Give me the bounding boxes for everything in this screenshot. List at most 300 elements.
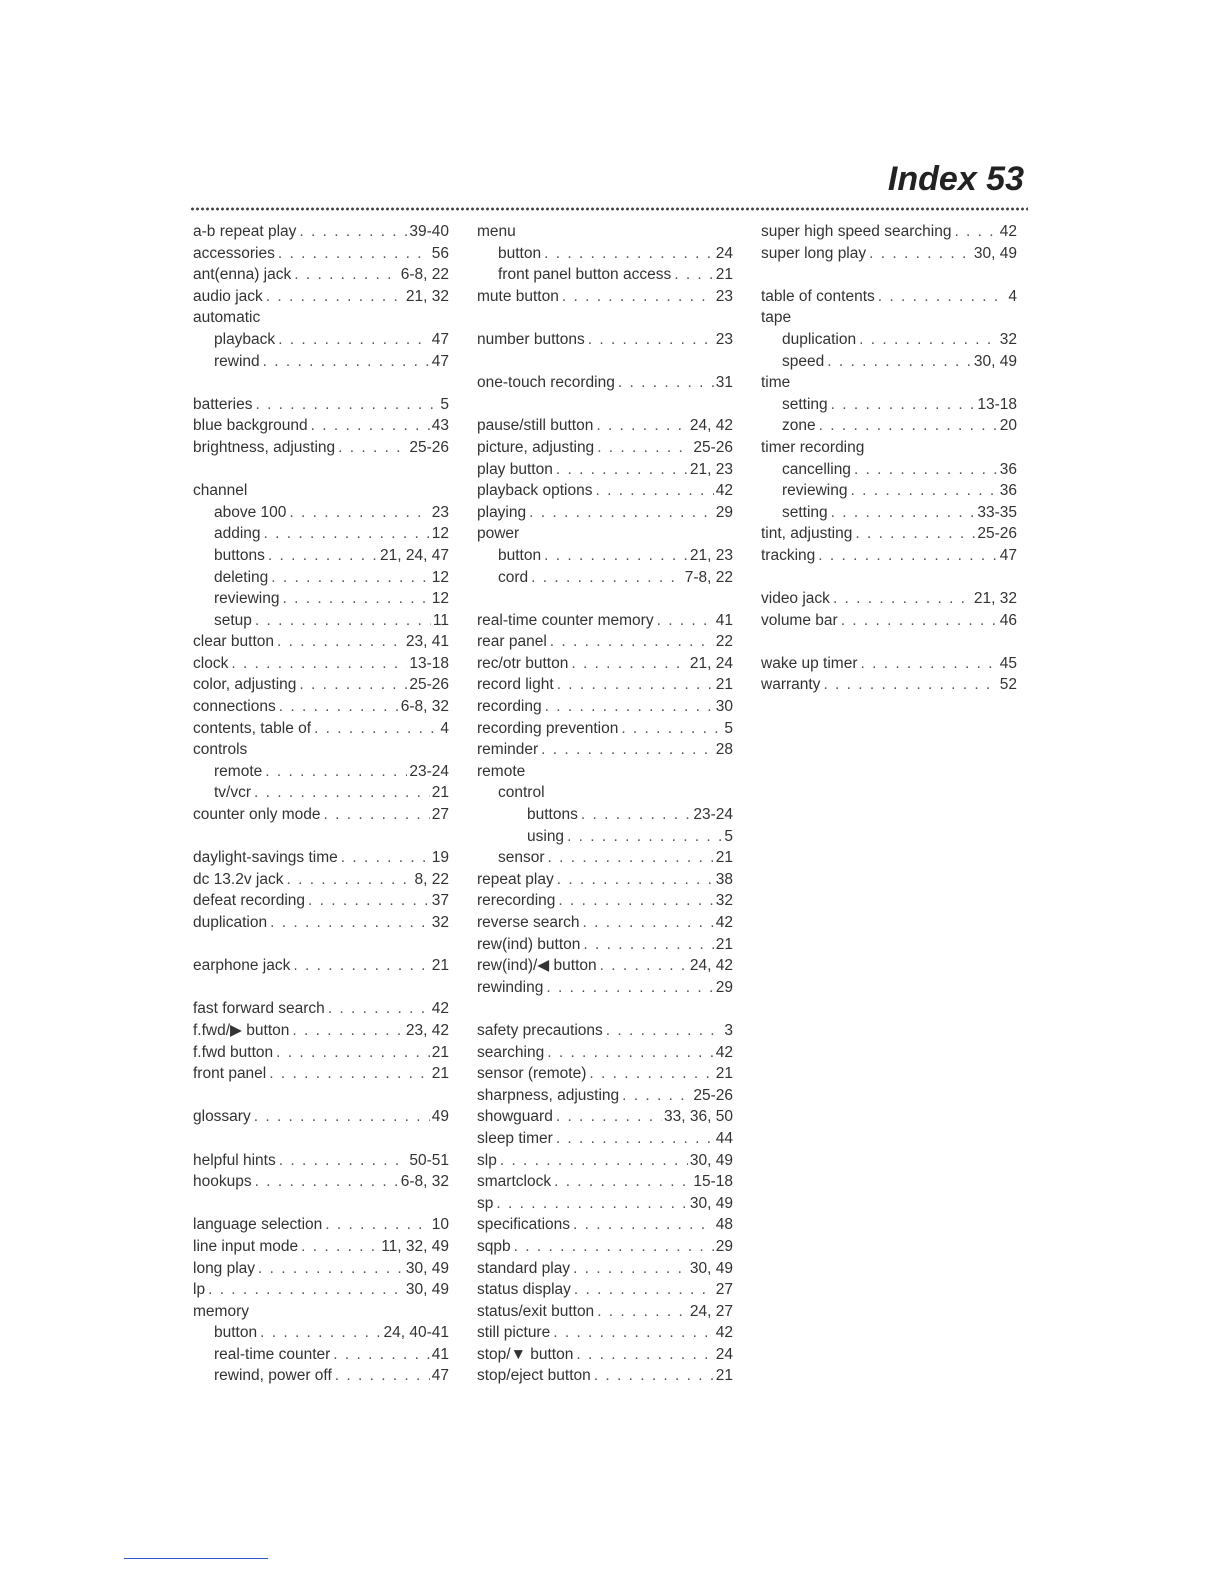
index-term: sleep timer	[477, 1129, 553, 1147]
dot-leader	[231, 653, 407, 675]
index-term: zone	[782, 417, 816, 435]
index-column-1	[193, 221, 449, 1387]
dot-leader	[255, 610, 431, 632]
dot-leader	[556, 1128, 714, 1150]
page-reference: 6-8, 32	[400, 1173, 449, 1191]
index-term: duplication	[782, 330, 857, 348]
index-spacer	[477, 998, 733, 1020]
index-entry	[761, 221, 1017, 243]
page-reference: 11, 32, 49	[381, 1237, 449, 1255]
index-term: volume bar	[761, 611, 838, 629]
page-reference: 23, 42	[405, 1021, 449, 1039]
index-column-2	[477, 221, 733, 1387]
dot-leader	[621, 718, 722, 740]
index-entry	[477, 1063, 733, 1085]
page-reference: 31	[715, 374, 733, 392]
index-subentry	[477, 243, 733, 265]
page-reference: 21, 32	[973, 590, 1017, 608]
index-subentry	[193, 351, 449, 373]
index-term: standard play	[477, 1259, 571, 1277]
index-entry	[193, 286, 449, 308]
dot-leader	[333, 1344, 429, 1366]
page-reference: 42	[999, 223, 1017, 240]
page-reference: 39-40	[409, 223, 449, 240]
index-term: duplication	[193, 914, 268, 931]
index-term: counter only mode	[193, 806, 321, 824]
index-entry	[477, 610, 733, 632]
index-subentry	[193, 610, 449, 632]
page-reference: 21, 23	[689, 546, 733, 564]
index-entry	[477, 329, 733, 351]
dot-leader	[301, 1236, 379, 1258]
dot-leader	[573, 1214, 714, 1236]
index-entry	[761, 653, 1017, 675]
index-term: reverse search	[477, 914, 580, 931]
index-entry	[193, 847, 449, 869]
page-reference: 33, 36, 50	[664, 1108, 733, 1126]
index-term: super high speed searching	[761, 223, 952, 240]
dot-leader	[850, 480, 997, 502]
page-reference: 12	[431, 525, 449, 543]
index-term: deleting	[214, 568, 269, 586]
dot-leader	[271, 567, 429, 589]
index-term: button	[498, 546, 542, 564]
index-column-3	[761, 221, 1017, 696]
page-reference: 42	[715, 1324, 733, 1342]
index-spacer	[193, 372, 449, 394]
index-entry	[477, 912, 733, 934]
index-entry	[477, 653, 733, 675]
dot-leader	[276, 1042, 430, 1064]
index-term: contents, table of	[193, 719, 312, 737]
dot-leader	[311, 415, 430, 437]
index-term: a-b repeat play	[193, 223, 297, 240]
index-term: real-time counter	[214, 1345, 331, 1363]
page-reference: 21, 23	[689, 460, 733, 478]
dot-leader	[314, 718, 438, 740]
page-reference: 30, 49	[689, 1151, 733, 1169]
index-term: tracking	[761, 546, 816, 564]
index-entry	[477, 221, 733, 243]
index-term: memory	[193, 1302, 249, 1320]
dot-leader	[299, 674, 407, 696]
page-reference: 21, 24	[689, 654, 733, 672]
index-entry	[193, 1063, 449, 1085]
index-term: earphone jack	[193, 957, 291, 975]
index-entry	[477, 459, 733, 481]
dot-leader	[529, 502, 714, 524]
dot-leader	[573, 1258, 688, 1280]
dot-leader	[819, 415, 998, 437]
index-term: status/exit button	[477, 1302, 595, 1320]
index-term: using	[527, 827, 565, 845]
dot-leader	[859, 329, 998, 351]
index-subentry	[761, 480, 1017, 502]
index-term: automatic	[193, 309, 261, 327]
page-reference: 25-26	[977, 525, 1017, 543]
page-reference: 30, 49	[689, 1194, 733, 1212]
dot-leader	[827, 351, 972, 373]
dot-leader	[554, 1171, 691, 1193]
index-entry	[477, 1365, 733, 1387]
index-term: sensor (remote)	[477, 1065, 587, 1083]
dot-leader	[657, 610, 714, 632]
index-subentry	[477, 804, 733, 826]
page-reference: 41	[715, 611, 733, 629]
index-entry	[193, 480, 449, 502]
page-reference: 21	[715, 935, 733, 953]
index-term: dc 13.2v jack	[193, 870, 284, 888]
index-entry	[761, 545, 1017, 567]
index-term: reminder	[477, 741, 539, 759]
index-term: cancelling	[782, 460, 851, 478]
index-term: adding	[214, 525, 261, 543]
page-reference: 38	[715, 870, 733, 888]
dot-leader	[260, 1322, 381, 1344]
index-subentry	[477, 567, 733, 589]
index-term: rerecording	[477, 892, 556, 910]
index-term: audio jack	[193, 287, 263, 305]
index-term: color, adjusting	[193, 676, 297, 694]
dot-leader	[556, 1106, 662, 1128]
index-entry	[477, 977, 733, 999]
page-reference: 47	[431, 352, 449, 370]
dot-leader	[674, 264, 714, 286]
index-entry	[477, 631, 733, 653]
index-entry	[193, 804, 449, 826]
dot-leader	[264, 523, 430, 545]
index-spacer	[193, 459, 449, 481]
page-reference: 46	[999, 611, 1017, 629]
index-entry	[477, 437, 733, 459]
page-reference: 24, 42	[689, 957, 733, 975]
index-entry	[761, 437, 1017, 459]
page-reference: 23, 41	[405, 633, 449, 651]
index-entry	[193, 1171, 449, 1193]
index-term: brightness, adjusting	[193, 438, 336, 456]
page-reference: 24, 42	[689, 417, 733, 435]
page-reference: 32	[715, 892, 733, 910]
index-term: front panel	[193, 1065, 267, 1083]
page-reference: 4	[1008, 287, 1017, 305]
index-entry	[477, 1344, 733, 1366]
page-reference: 30, 49	[405, 1259, 449, 1277]
page-reference: 49	[431, 1108, 449, 1126]
index-entry	[477, 1085, 733, 1107]
page-reference: 27	[431, 806, 449, 824]
page-reference: 50-51	[409, 1151, 449, 1169]
page-reference: 21	[431, 784, 449, 802]
index-term: setting	[782, 395, 828, 413]
dotted-divider	[190, 207, 1028, 211]
dot-leader	[308, 890, 430, 912]
index-entry	[477, 1150, 733, 1172]
index-term: ant(enna) jack	[193, 266, 292, 284]
index-term: setting	[782, 503, 828, 521]
dot-leader	[278, 329, 430, 351]
index-term: repeat play	[477, 870, 554, 888]
index-entry	[193, 998, 449, 1020]
index-term: stop/▼ button	[477, 1345, 574, 1363]
page-reference: 47	[431, 1367, 449, 1385]
dot-leader	[286, 869, 412, 891]
dot-leader	[277, 631, 404, 653]
page-reference: 24	[715, 1345, 733, 1363]
index-term: channel	[193, 482, 248, 500]
index-term: sqpb	[477, 1237, 511, 1255]
page-reference: 36	[999, 460, 1017, 478]
index-term: reviewing	[214, 590, 280, 608]
dot-leader	[266, 286, 404, 308]
index-term: rewind	[214, 352, 260, 370]
index-entry	[193, 718, 449, 740]
index-entry	[193, 1150, 449, 1172]
index-entry	[761, 243, 1017, 265]
index-term: searching	[477, 1043, 545, 1061]
index-term: hookups	[193, 1173, 252, 1191]
index-term: timer recording	[761, 438, 865, 456]
dot-leader	[576, 1344, 713, 1366]
index-entry	[761, 307, 1017, 329]
index-term: cord	[498, 568, 529, 586]
index-spacer	[193, 934, 449, 956]
page-reference: 23	[715, 330, 733, 348]
dot-leader	[293, 955, 429, 977]
page-reference: 42	[431, 1000, 449, 1018]
dot-leader	[869, 243, 972, 265]
index-term: power	[477, 525, 520, 543]
index-term: connections	[193, 698, 276, 716]
index-spacer	[477, 394, 733, 416]
index-term: status display	[477, 1281, 571, 1299]
dot-leader	[558, 890, 713, 912]
page-reference: 8, 22	[414, 870, 449, 888]
page-reference: 27	[715, 1281, 733, 1299]
dot-leader	[823, 674, 997, 696]
index-subentry	[193, 567, 449, 589]
dot-leader	[263, 351, 430, 373]
page-reference: 25-26	[693, 438, 733, 456]
index-entry	[477, 1193, 733, 1215]
dot-leader	[583, 912, 714, 934]
index-entry	[477, 523, 733, 545]
index-term: remote	[214, 762, 263, 780]
index-entry	[761, 588, 1017, 610]
page-reference: 21	[431, 1043, 449, 1061]
index-entry	[193, 653, 449, 675]
dot-leader	[622, 1085, 691, 1107]
index-term: table of contents	[761, 287, 875, 305]
index-entry	[193, 437, 449, 459]
index-spacer	[761, 567, 1017, 589]
page-reference: 6-8, 22	[400, 266, 449, 284]
index-spacer	[761, 264, 1017, 286]
page-reference: 37	[431, 892, 449, 910]
dot-leader	[545, 696, 714, 718]
dot-leader	[269, 1063, 430, 1085]
dot-leader	[531, 567, 683, 589]
index-entry	[761, 674, 1017, 696]
index-term: rew(ind)/◀ button	[477, 957, 597, 975]
index-subentry	[477, 264, 733, 286]
page-reference: 52	[999, 676, 1017, 694]
dot-leader	[581, 804, 691, 826]
index-term: record light	[477, 676, 554, 694]
dot-leader	[265, 761, 407, 783]
page-reference: 23	[431, 503, 449, 521]
index-term: clear button	[193, 633, 274, 651]
index-entry	[477, 1236, 733, 1258]
page-reference: 23-24	[409, 762, 449, 780]
index-term: above 100	[214, 503, 287, 521]
page-reference: 21	[715, 1065, 733, 1083]
page-reference: 47	[999, 546, 1017, 564]
page-reference: 32	[431, 914, 449, 931]
index-subentry	[193, 545, 449, 567]
page-reference: 24	[715, 244, 733, 262]
dot-leader	[841, 610, 998, 632]
index-entry	[193, 307, 449, 329]
index-term: button	[214, 1324, 258, 1342]
dot-leader	[596, 415, 688, 437]
index-entry	[477, 869, 733, 891]
index-entry	[761, 372, 1017, 394]
index-entry	[193, 696, 449, 718]
index-spacer	[193, 1085, 449, 1107]
page-reference: 24, 40-41	[383, 1324, 449, 1342]
dot-leader	[294, 264, 399, 286]
index-entry	[761, 286, 1017, 308]
page-reference: 21	[715, 849, 733, 867]
index-subentry	[761, 459, 1017, 481]
dot-leader	[954, 221, 997, 243]
page-reference: 7-8, 22	[684, 568, 733, 586]
dot-leader	[854, 459, 998, 481]
page-reference: 56	[431, 244, 449, 262]
page-reference: 29	[715, 1237, 733, 1255]
page-reference: 12	[431, 568, 449, 586]
index-entry	[761, 610, 1017, 632]
index-entry	[193, 674, 449, 696]
dot-leader	[606, 1020, 723, 1042]
page-reference: 30, 49	[689, 1259, 733, 1277]
dot-leader	[335, 1365, 430, 1387]
index-term: tv/vcr	[214, 784, 252, 802]
dot-leader	[338, 437, 407, 459]
dot-leader	[541, 739, 714, 761]
dot-leader	[544, 243, 714, 265]
index-subentry	[761, 351, 1017, 373]
index-term: recording prevention	[477, 719, 619, 737]
index-term: sp	[477, 1194, 494, 1212]
index-term: clock	[193, 654, 229, 672]
index-entry	[193, 1258, 449, 1280]
dot-leader	[255, 1171, 399, 1193]
dot-leader	[292, 1020, 404, 1042]
index-term: still picture	[477, 1324, 551, 1342]
dot-leader	[278, 243, 430, 265]
index-subentry	[193, 1322, 449, 1344]
index-subentry	[477, 782, 733, 804]
page-reference: 4	[440, 719, 449, 737]
index-term: wake up timer	[761, 654, 858, 672]
index-subentry	[193, 502, 449, 524]
dot-leader	[548, 847, 714, 869]
page-reference: 30, 49	[405, 1281, 449, 1299]
index-term: controls	[193, 741, 248, 759]
dot-leader	[588, 329, 714, 351]
index-entry	[193, 243, 449, 265]
index-term: slp	[477, 1151, 497, 1169]
dot-leader	[553, 1322, 714, 1344]
index-term: tape	[761, 309, 792, 327]
dot-leader	[597, 437, 691, 459]
dot-leader	[597, 1301, 688, 1323]
index-term: playback	[214, 330, 276, 348]
page-reference: 25-26	[409, 676, 449, 694]
dot-leader	[299, 221, 407, 243]
index-entry	[477, 696, 733, 718]
dot-leader	[833, 588, 972, 610]
index-entry	[477, 934, 733, 956]
page-title: Index 53	[887, 160, 1024, 198]
page-reference: 12	[431, 590, 449, 608]
page-reference: 42	[715, 1043, 733, 1061]
index-entry	[193, 739, 449, 761]
page-reference: 23	[715, 287, 733, 305]
page-reference: 21	[715, 676, 733, 694]
page-reference: 25-26	[409, 438, 449, 456]
index-subentry	[761, 415, 1017, 437]
dot-leader	[279, 696, 399, 718]
page-reference: 43	[431, 417, 449, 435]
dot-leader	[324, 804, 430, 826]
index-term: language selection	[193, 1216, 323, 1234]
index-term: tint, adjusting	[761, 525, 853, 543]
page-reference: 5	[724, 719, 733, 737]
dot-leader	[594, 1365, 714, 1387]
index-entry	[477, 761, 733, 783]
dot-leader	[289, 502, 429, 524]
index-term: super long play	[761, 244, 867, 262]
index-term: pause/still button	[477, 417, 594, 435]
dot-leader	[600, 955, 688, 977]
index-spacer	[761, 631, 1017, 653]
page-reference: 10	[431, 1216, 449, 1234]
index-entry	[193, 631, 449, 653]
index-entry	[477, 1020, 733, 1042]
index-term: safety precautions	[477, 1021, 603, 1039]
index-term: rec/otr button	[477, 654, 569, 672]
index-term: long play	[193, 1259, 256, 1277]
index-term: rear panel	[477, 633, 547, 651]
index-term: daylight-savings time	[193, 849, 338, 867]
page-reference: 42	[715, 482, 733, 500]
index-subentry	[193, 329, 449, 351]
page-reference: 11	[432, 611, 449, 629]
index-entry	[193, 1106, 449, 1128]
page-reference: 3	[724, 1021, 733, 1039]
dot-leader	[328, 998, 430, 1020]
index-subentry	[761, 502, 1017, 524]
page-reference: 41	[431, 1345, 449, 1363]
index-term: time	[761, 374, 791, 392]
index-subentry	[761, 329, 1017, 351]
index-term: glossary	[193, 1108, 251, 1126]
index-entry	[193, 1214, 449, 1236]
index-entry	[477, 1106, 733, 1128]
index-entry	[193, 394, 449, 416]
